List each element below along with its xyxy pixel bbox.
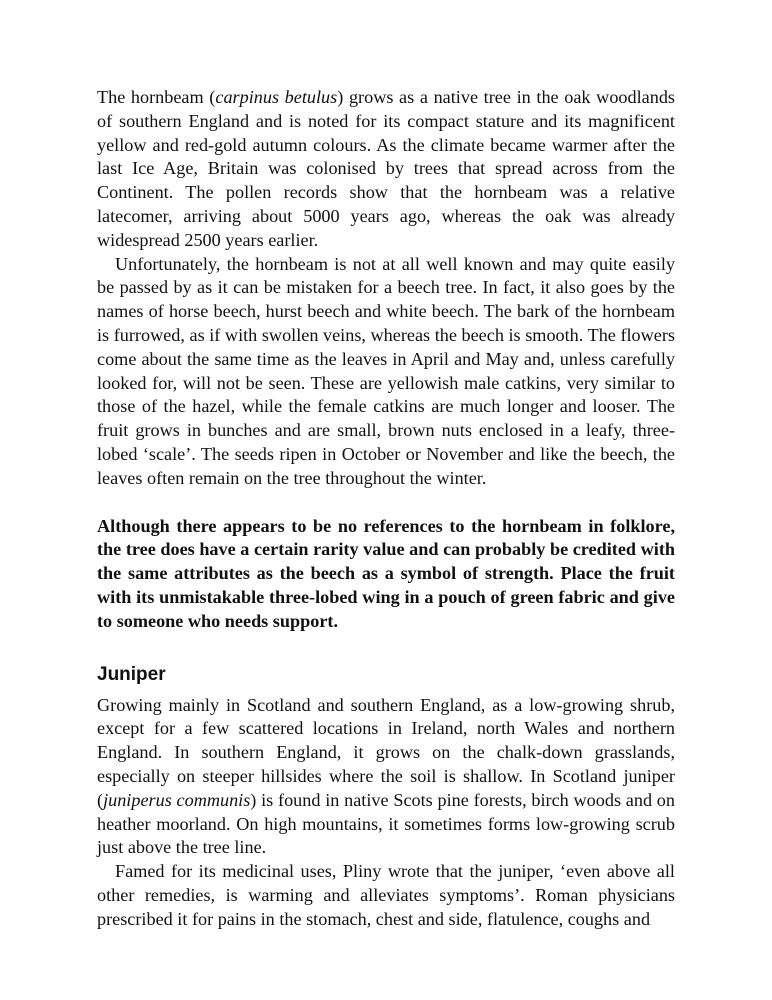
text-run: Growing mainly in Scotland and southern England, as a low-growing shrub, except for a few scattered locations in Ireland, north Wales and northern England. In southern England, it grows on the chalk-down grasslands, especially on steeper hillsides where the soil is shallow. In Scotland juniper ( <box>97 694 675 810</box>
juniper-paragraph-1 <box>97 694 675 861</box>
text-run: ) grows as a native tree in the oak woodlands of southern England and is noted for its compact stature and its magnificent yellow and red-gold autumn colours. As the climate became warmer after the last Ice Age, Britain was colonised by trees that spread across from the Continent. The pollen records show that the hornbeam was a relative latecomer, arriving about 5000 years ago, whereas the oak was already widespread 2500 years earlier. <box>97 87 675 250</box>
latin-name-juniper: juniperus communis <box>103 789 251 810</box>
juniper-paragraph-2: Famed for its medicinal uses, Pliny wrote that the juniper, ‘even above all other remedies, is warming and alleviates symptoms’. Roman physicians prescribed it for pains in the stomach, chest and side, flatulence, coughs and <box>97 861 675 929</box>
hornbeam-paragraph-2: Unfortunately, the hornbeam is not at all well known and may quite easily be passed by as it can be mistaken for a beech tree. In fact, it also goes by the names of horse beech, hurst beech and white beech. The bark of the hornbeam is furrowed, as if with swollen veins, whereas the beech is smooth. The flowers come about the same time as the leaves in April and May and, unless carefully looked for, will not be seen. These are yellowish male catkins, very similar to those of the hazel, while the female catkins are much longer and looser. The fruit grows in bunches and are small, brown nuts enclosed in a leafy, three-lobed ‘scale’. The seeds ripen in October or November and like the beech, the leaves often remain on the tree throughout the winter. <box>97 253 675 488</box>
text-run: ) is found in native Scots pine forests, birch woods and on heather moorland. On high mountains, it sometimes forms low-growing scrub just above the tree line. <box>97 789 675 858</box>
hornbeam-folklore-paragraph: Although there appears to be no references to the hornbeam in folklore, the tree does have a certain rarity value and can probably be credited with the same attributes as the beech as a symbol of strength. Place the fruit with its unmistakable three-lobed wing in a pouch of green fabric and give to someone who needs support. <box>97 515 675 631</box>
juniper-heading: Juniper <box>97 663 166 685</box>
hornbeam-paragraph-1 <box>97 86 675 253</box>
page-content <box>97 86 675 932</box>
latin-name-hornbeam: carpinus betulus <box>215 87 338 107</box>
text-run: The hornbeam ( <box>97 87 216 107</box>
